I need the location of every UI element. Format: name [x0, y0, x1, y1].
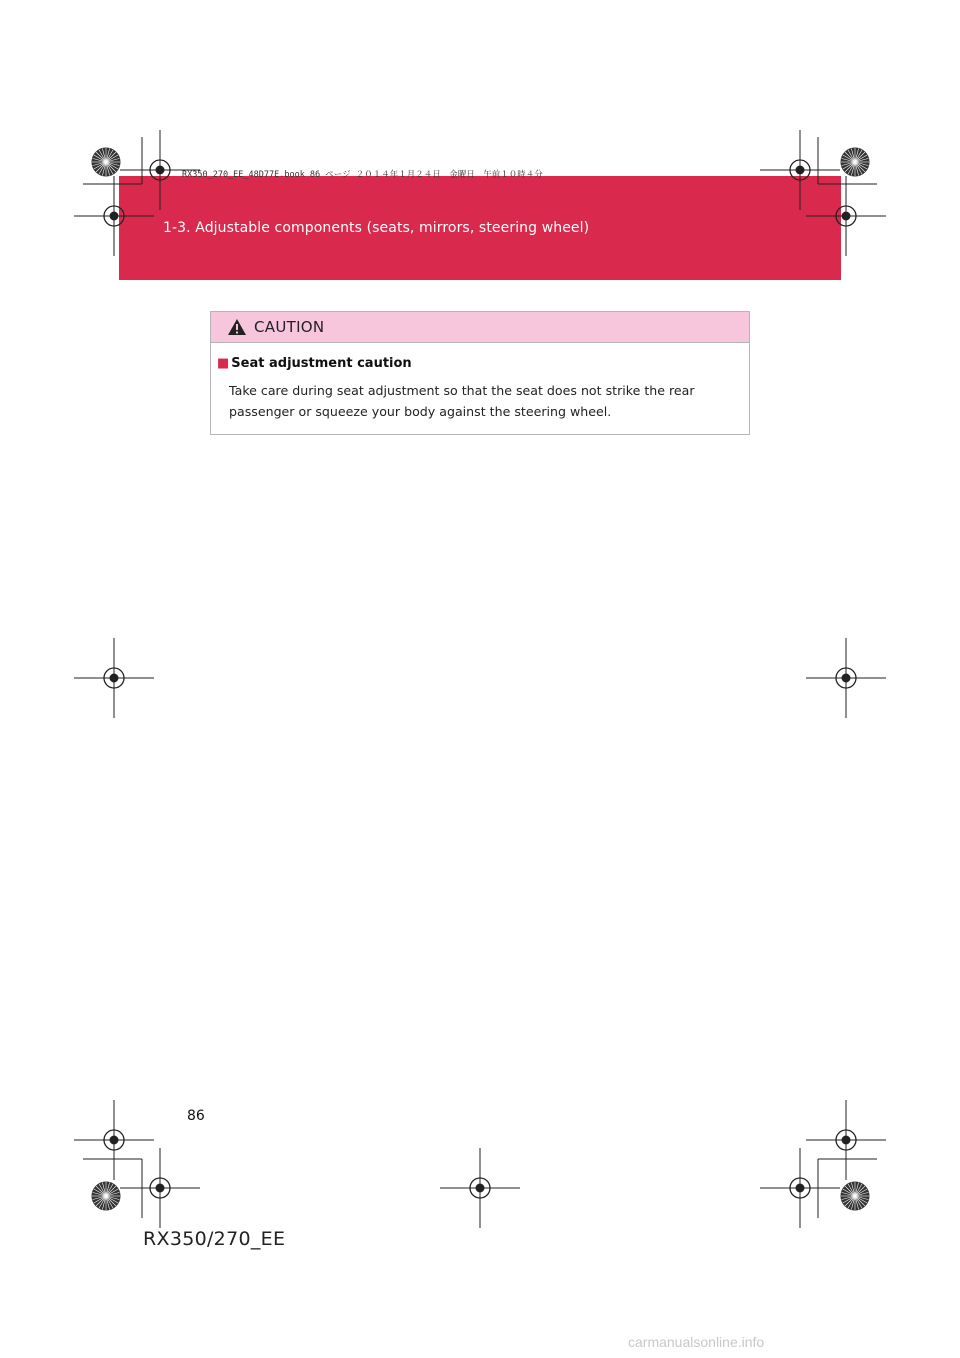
caution-title: CAUTION: [254, 318, 325, 336]
square-bullet-icon: ■: [217, 356, 230, 371]
watermark-text: carmanualsonline.info: [628, 1334, 765, 1350]
registration-dot: [842, 1136, 850, 1144]
section-title: 1-3. Adjustable components (seats, mirrors, steering wheel): [163, 220, 590, 236]
caution-body-text: Take care during seat adjustment so that the seat does not strike the rear passenger or squeeze your body against the steering wheel.: [229, 383, 695, 419]
registration-dot: [842, 212, 850, 220]
registration-dot: [110, 1136, 118, 1144]
page-number: 86: [187, 1108, 205, 1124]
registration-dot: [156, 1184, 164, 1192]
model-footer: RX350/270_EE: [143, 1228, 286, 1250]
registration-dot: [156, 166, 164, 174]
caution-item-title: Seat adjustment caution: [231, 356, 412, 371]
print-stamp: RX350_270_EE_48D77E.book 86 ページ ２０１４年１月２４日 金曜日 午前１０時４分: [182, 170, 543, 180]
registration-dot: [796, 166, 804, 174]
registration-dot: [110, 674, 118, 682]
registration-dot: [796, 1184, 804, 1192]
registration-dot: [476, 1184, 484, 1192]
registration-dot: [110, 212, 118, 220]
registration-dot: [842, 674, 850, 682]
